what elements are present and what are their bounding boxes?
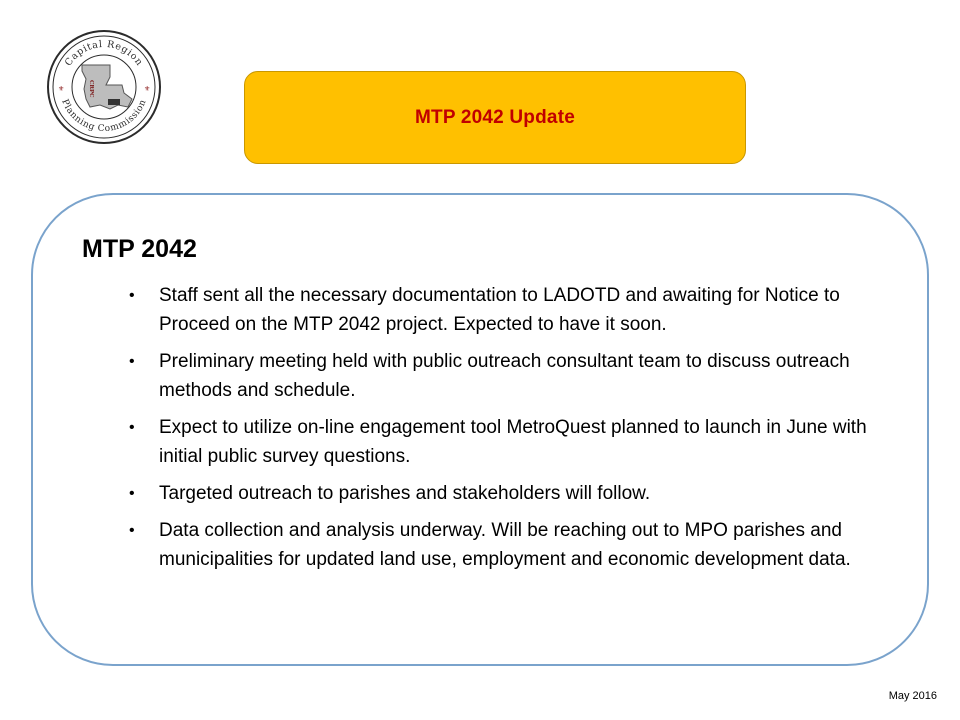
bullet-text: Data collection and analysis underway. Will be reaching out to MPO parishes and municipalities for updated land use, employment and economic development data. [159,520,851,570]
content-panel [31,193,929,666]
bullet-text: Targeted outreach to parishes and stakeholders will follow. [159,483,651,504]
list-item [129,413,869,471]
bullet-icon: • [129,419,135,436]
svg-text:⚜: ⚜ [144,85,151,93]
logo-name-top: Capital Region [63,38,146,69]
bullet-icon: • [129,353,135,370]
list-item [129,347,869,405]
bullet-text: Staff sent all the necessary documentation to LADOTD and awaiting for Notice to Proceed on the MTP 2042 project. Expected to have it soon. [159,285,840,335]
bullet-icon: • [129,485,135,502]
bullet-text: Expect to utilize on-line engagement tool MetroQuest planned to launch in June with initial public survey questions. [159,417,867,467]
list-item [129,479,869,508]
list-item [129,516,869,574]
bullet-icon: • [129,287,135,304]
bullet-text: Preliminary meeting held with public outreach consultant team to discuss outreach methods and schedule. [159,351,850,401]
bullet-list [129,281,869,582]
list-item [129,281,869,339]
section-heading: MTP 2042 [82,235,197,263]
crpc-logo [46,29,162,145]
title-banner [244,71,746,164]
slide-title: MTP 2042 Update [415,106,575,128]
logo-initials: CRPC [88,80,94,98]
svg-text:⚜: ⚜ [58,85,65,93]
logo-name-bottom: Planning Commission [59,98,149,135]
footer-date: May 2016 [888,690,937,702]
bullet-icon: • [129,522,135,539]
